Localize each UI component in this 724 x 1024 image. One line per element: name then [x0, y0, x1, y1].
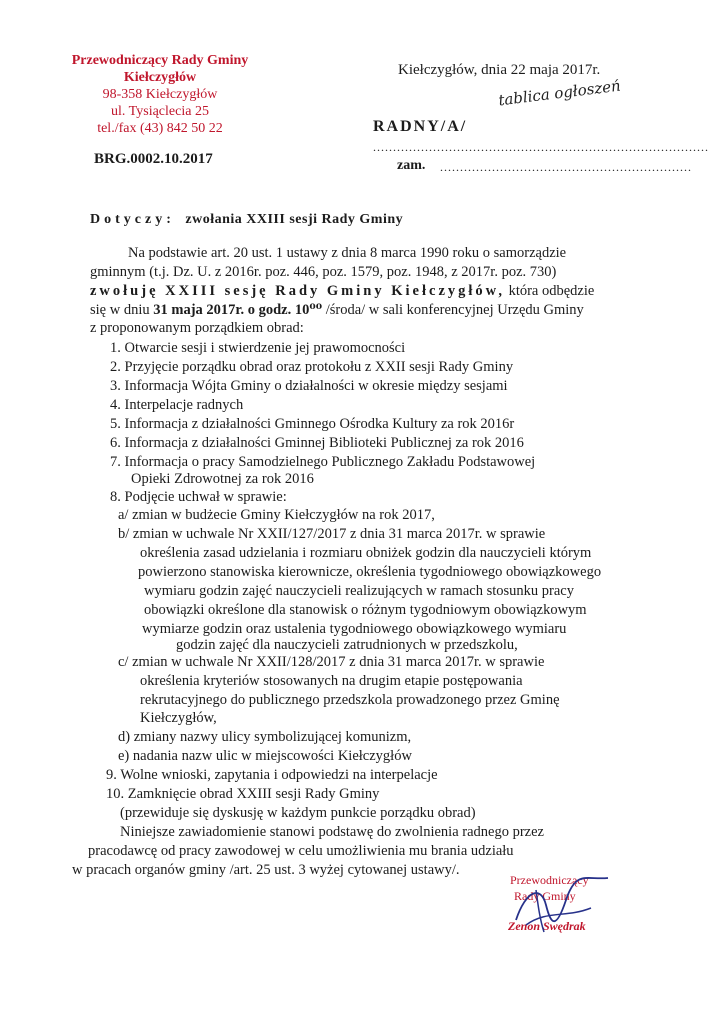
sender-block	[60, 52, 260, 137]
agenda-item-8a: a/ zmian w budżecie Gminy Kiełczygłów na rok 2017,	[118, 507, 435, 523]
address-label: zam.	[397, 158, 426, 173]
agenda-item-8d: d) zmiany nazwy ulicy symbolizującej komunizm,	[118, 729, 412, 745]
sender-title: Przewodniczący Rady Gminy	[71, 53, 249, 68]
sender-street: ul. Tysiąclecia 25	[111, 104, 209, 119]
convene-statement-cont: która odbędzie	[508, 283, 595, 299]
session-place: /środa/ w sali konferencyjnej Urzędu Gminy	[325, 302, 584, 318]
place-date: Kiełczygłów, dnia 22 maja 2017r.	[398, 62, 601, 78]
agenda-item-2: 2. Przyjęcie porządku obrad oraz protokołu z XXII sesji Rady Gminy	[110, 359, 514, 375]
agenda-item-5: 5. Informacja z działalności Gminnego Ośrodka Kultury za rok 2016r	[110, 416, 515, 432]
agenda-item-8b-cont-2: powierzono stanowiska kierownicze, określenia tygodniowego obowiązkowego	[138, 564, 602, 580]
intro-line-1: Na podstawie art. 20 ust. 1 ustawy z dnia 8 marca 1990 roku o samorządzie	[128, 245, 567, 261]
intro-line-3	[90, 283, 594, 300]
date-prefix: się w dniu	[90, 302, 150, 318]
intro-line-4	[90, 302, 584, 319]
agenda-item-6: 6. Informacja z działalności Gminnej Biblioteki Publicznej za rok 2016	[110, 435, 524, 451]
signature-title: Przewodniczący	[510, 873, 589, 887]
closing-line-2: pracodawcę od pracy zawodowej w celu umożliwienia mu brania udziału	[88, 843, 514, 859]
sender-postcode: 98-358 Kiełczygłów	[102, 87, 218, 102]
reference-number: BRG.0002.10.2017	[94, 151, 213, 167]
agenda-item-1: 1. Otwarcie sesji i stwierdzenie jej prawomocności	[110, 340, 406, 356]
agenda-item-3: 3. Informacja Wójta Gminy o działalności w okresie między sesjami	[110, 378, 508, 394]
signature-name: Zenon Swędrak	[508, 919, 586, 933]
session-date: 31 maja 2017r. o godz. 10⁰⁰	[153, 302, 323, 318]
handwritten-signature	[496, 870, 616, 940]
agenda-item-8b-cont-4: obowiązki określone dla stanowisk o różnym tygodniowym obowiązkowym	[144, 602, 587, 618]
intro-line-5: z proponowanym porządkiem obrad:	[90, 320, 304, 336]
sender-phone: tel./fax (43) 842 50 22	[97, 121, 223, 136]
closing-line-3: w pracach organów gminy /art. 25 ust. 3 wyżej cytowanej ustawy/.	[72, 862, 460, 878]
agenda-item-7-cont: Opieki Zdrowotnej za rok 2016	[131, 471, 314, 487]
address-line: ...............................................................	[440, 160, 692, 174]
agenda-item-7: 7. Informacja o pracy Samodzielnego Publicznego Zakładu Podstawowej	[110, 454, 536, 470]
subject-text: zwołania XXIII sesji Rady Gminy	[185, 212, 404, 227]
agenda-note: (przewiduje się dyskusję w każdym punkcie porządku obrad)	[120, 805, 476, 821]
recipient-label: RADNY/A/	[373, 118, 468, 135]
agenda-item-8b-cont-6: godzin zajęć dla nauczycieli zatrudnionych w przedszkolu,	[176, 637, 518, 653]
sender-municipality: Kiełczygłów	[123, 70, 197, 85]
agenda-item-8c-cont-1: określenia kryteriów stosowanych na drugim etapie postępowania	[140, 673, 523, 689]
agenda-item-8c: c/ zmian w uchwale Nr XXII/128/2017 z dnia 31 marca 2017r. w sprawie	[118, 654, 545, 670]
agenda-item-8e: e) nadania nazw ulic w miejscowości Kiełczygłów	[118, 748, 412, 764]
agenda-item-8c-cont-2: rekrutacyjnego do publicznego przedszkola prowadzonego przez Gminę	[140, 692, 560, 708]
subject-line	[90, 212, 403, 228]
agenda-item-4: 4. Interpelacje radnych	[110, 397, 244, 413]
signature-council: Rady Gminy	[514, 889, 576, 903]
convene-statement: zwołuję XXIII sesję Rady Gminy Kiełczygłów,	[90, 283, 505, 299]
closing-line-1: Niniejsze zawiadomienie stanowi podstawę do zwolnienia radnego przez	[120, 824, 544, 840]
intro-line-2: gminnym (t.j. Dz. U. z 2016r. poz. 446, poz. 1579, poz. 1948, z 2017r. poz. 730)	[90, 264, 557, 280]
handwritten-note: tablica ogłoszeń	[497, 76, 622, 110]
agenda-item-8b: b/ zmian w uchwale Nr XXII/127/2017 z dnia 31 marca 2017r. w sprawie	[118, 526, 546, 542]
agenda-item-8: 8. Podjęcie uchwał w sprawie:	[110, 489, 287, 505]
agenda-item-8c-cont-3: Kiełczygłów,	[140, 710, 217, 726]
agenda-item-8b-cont-3: wymiaru godzin zajęć nauczycieli realizujących w ramach stosunku pracy	[144, 583, 574, 599]
agenda-item-10: 10. Zamknięcie obrad XXIII sesji Rady Gminy	[106, 786, 380, 802]
recipient-name-line: ....................................................................................	[373, 140, 709, 154]
agenda-item-8b-cont-1: określenia zasad udzielania i rozmiaru obniżek godzin dla nauczycieli którym	[140, 545, 592, 561]
subject-label: Dotyczy:	[90, 212, 175, 227]
agenda-item-8b-cont-5: wymiarze godzin oraz ustalenia tygodniowego obowiązkowego wymiaru	[142, 621, 567, 637]
agenda-item-9: 9. Wolne wnioski, zapytania i odpowiedzi na interpelacje	[106, 767, 438, 783]
